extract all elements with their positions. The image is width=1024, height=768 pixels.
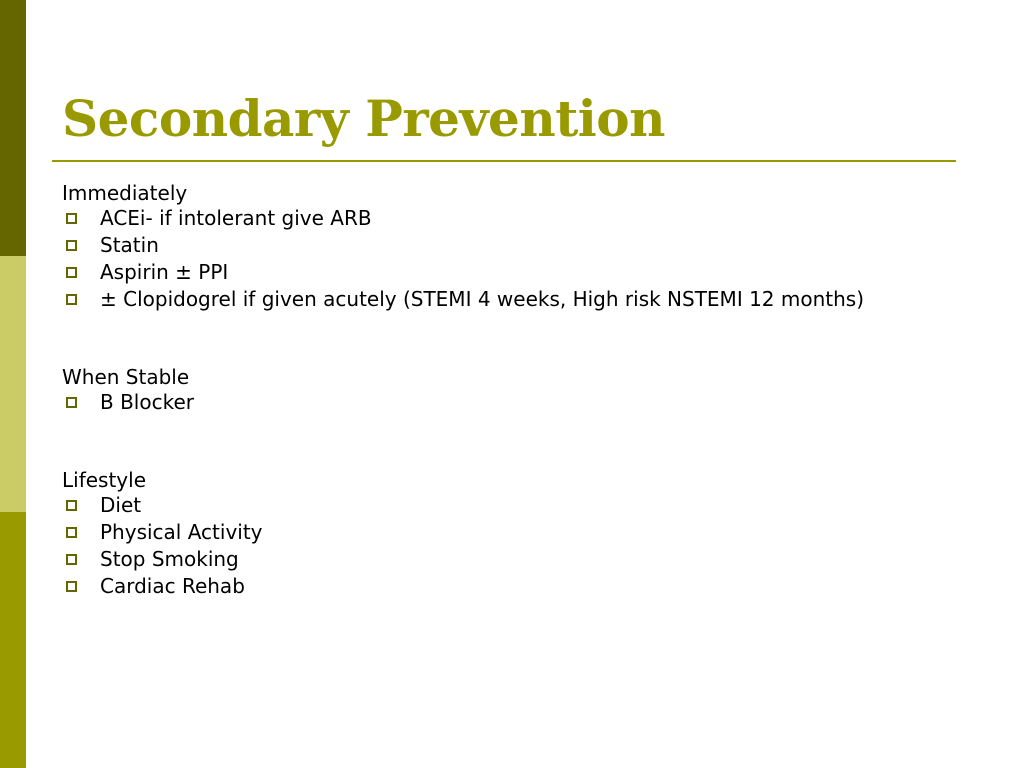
square-bullet-icon [66, 581, 77, 592]
square-bullet-icon [66, 213, 77, 224]
square-bullet-icon [66, 267, 77, 278]
section-immediately [62, 180, 942, 310]
list-item [62, 548, 942, 570]
list-item [62, 261, 942, 283]
list-item [62, 288, 942, 310]
list-item-text: Cardiac Rehab [100, 574, 245, 598]
square-bullet-icon [66, 294, 77, 305]
side-bar-top-segment [0, 0, 26, 256]
square-bullet-icon [66, 527, 77, 538]
list-item [62, 207, 942, 229]
list-item [62, 575, 942, 597]
list-item-text: B Blocker [100, 390, 194, 414]
square-bullet-icon [66, 554, 77, 565]
side-bar-middle-segment [0, 256, 26, 512]
bullet-list [62, 207, 942, 310]
slide-content [62, 180, 942, 602]
list-item [62, 391, 942, 413]
section-when-stable [62, 364, 942, 413]
bullet-list [62, 494, 942, 597]
square-bullet-icon [66, 240, 77, 251]
section-heading: Lifestyle [62, 468, 147, 492]
section-heading: When Stable [62, 365, 190, 389]
list-item-text: Aspirin ± PPI [100, 260, 229, 284]
side-bar-bottom-segment [0, 512, 26, 768]
title-underline [52, 160, 956, 162]
list-item-text: Physical Activity [100, 520, 263, 544]
list-item [62, 494, 942, 516]
bullet-list [62, 391, 942, 413]
square-bullet-icon [66, 500, 77, 511]
side-color-bar [0, 0, 26, 768]
list-item-text: ACEi- if intolerant give ARB [100, 206, 372, 230]
list-item-text: Diet [100, 493, 142, 517]
list-item-text: Statin [100, 233, 159, 257]
slide-title: Secondary Prevention [62, 89, 665, 148]
section-lifestyle [62, 467, 942, 597]
list-item-text: Stop Smoking [100, 547, 239, 571]
list-item [62, 234, 942, 256]
square-bullet-icon [66, 397, 77, 408]
section-heading: Immediately [62, 181, 188, 205]
list-item-text: ± Clopidogrel if given acutely (STEMI 4 weeks, High risk NSTEMI 12 months) [100, 287, 865, 311]
list-item [62, 521, 942, 543]
